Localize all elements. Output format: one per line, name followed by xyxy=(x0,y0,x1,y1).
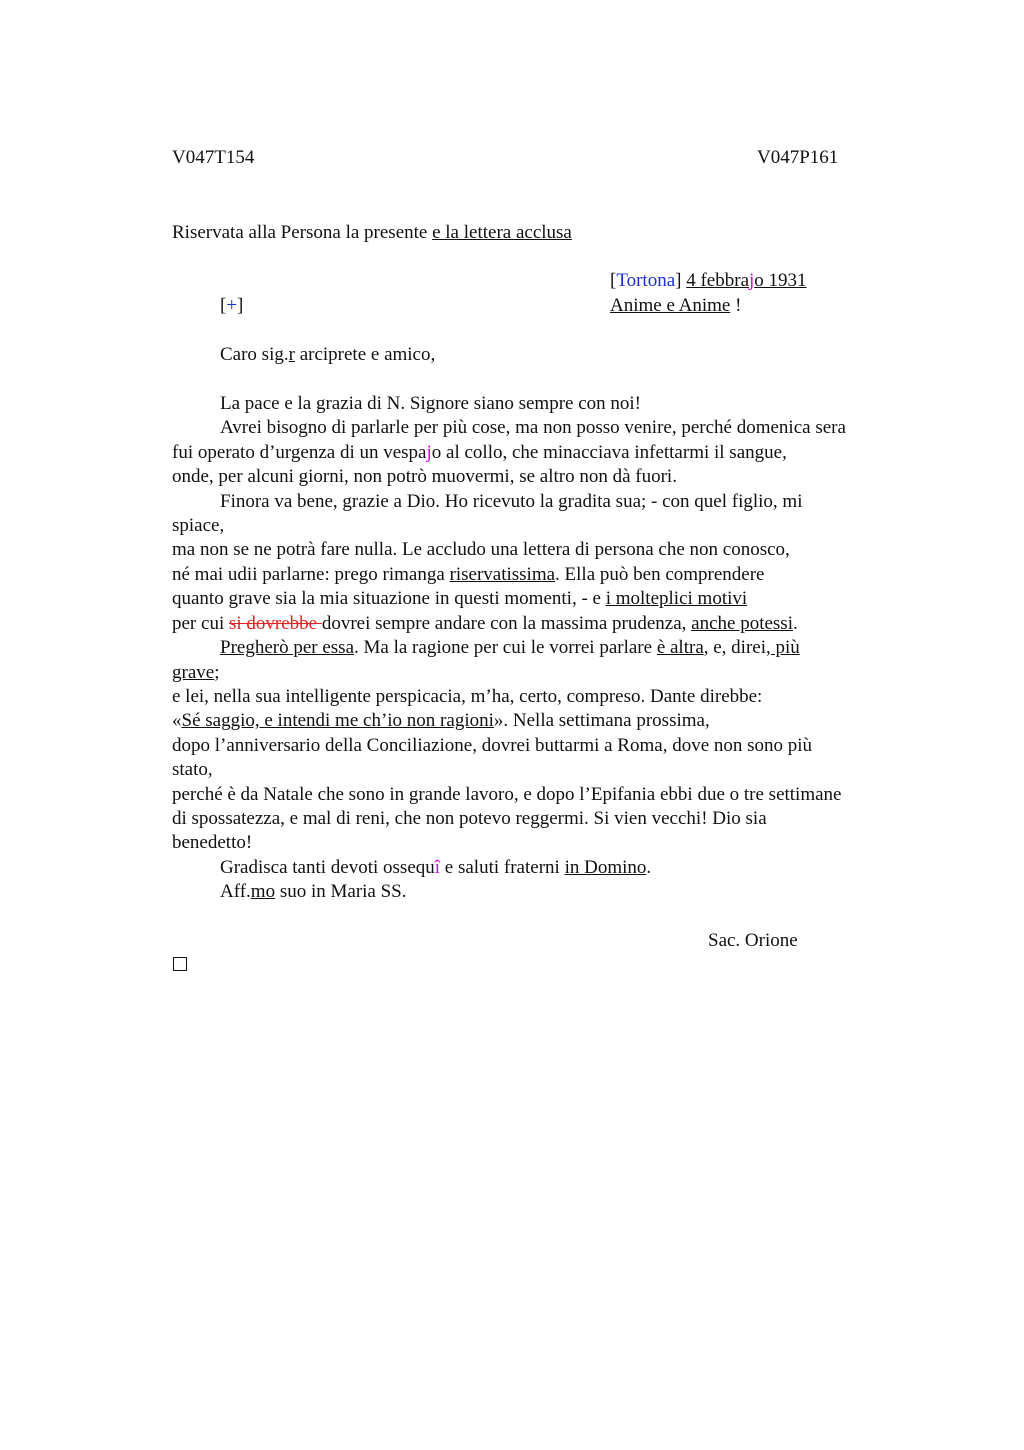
body-line-20b: e saluti fraterni xyxy=(440,857,565,878)
body-line-17: perché è da Natale che sono in grande lavoro, e dopo l’Epifania ebbi due o tre settimane xyxy=(172,784,842,805)
body-line-3 xyxy=(172,441,787,465)
body-line-16: stato, xyxy=(172,759,213,780)
body-line-8 xyxy=(172,563,765,587)
body-line-9-underlined: i molteplici motivi xyxy=(605,588,748,609)
body-line-2: Avrei bisogno di parlarle per più cose, ma non posso venire, perché domenica sera xyxy=(220,417,846,438)
body-line-12a: ; xyxy=(214,662,220,683)
body-line-10a: per cui xyxy=(172,613,229,634)
body-line-11-underlined-1: Pregherò per essa xyxy=(220,637,355,658)
body-line-10 xyxy=(172,612,798,636)
body-line-7: ma non se ne potrà fare nulla. Le accludo una lettera di persona che non conosco, xyxy=(172,539,790,560)
motto-end: ! xyxy=(730,295,742,316)
body-line-13: e lei, nella sua intelligente perspicacia, m’ha, certo, compreso. Dante direbbe: xyxy=(172,686,763,707)
body-line-1: La pace e la grazia di N. Signore siano sempre con noi! xyxy=(220,393,642,414)
body-line-11 xyxy=(220,636,800,660)
body-line-8-underlined: riservatissima xyxy=(449,564,556,585)
body-line-12-underlined: grave xyxy=(172,662,215,683)
body-line-19: benedetto! xyxy=(172,832,253,853)
closing-underlined: mo xyxy=(250,881,276,902)
body-line-11a: . Ma la ragione per cui le vorrei parlare xyxy=(354,637,657,658)
closing-a: Aff. xyxy=(220,881,251,902)
body-line-11-underlined-3: , più xyxy=(766,637,800,658)
body-line-10b: dovrei sempre andare con la massima prudenza, xyxy=(321,613,692,634)
cross-symbol: + xyxy=(226,295,238,316)
body-line-8b: . Ella può ben comprendere xyxy=(555,564,765,585)
header-left-code: V047T154 xyxy=(172,147,255,168)
body-line-8a: né mai udii parlarne: prego rimanga xyxy=(172,564,450,585)
dateline xyxy=(610,269,807,293)
header-right-code: V047P161 xyxy=(757,147,839,168)
body-line-18: di spossatezza, e mal di reni, che non potevo reggermi. Si vien vecchi! Dio sia xyxy=(172,808,767,829)
body-line-10c: . xyxy=(792,613,798,634)
salutation-r: r xyxy=(288,344,295,365)
date-part-a: 4 febbra xyxy=(686,270,750,291)
closing-line xyxy=(220,880,407,904)
body-line-20c: . xyxy=(646,857,652,878)
body-line-12 xyxy=(172,661,219,685)
body-line-3-j: j xyxy=(426,442,432,463)
motto-text: Anime e Anime xyxy=(610,295,731,316)
cross-open: [ xyxy=(220,295,227,316)
place-name: Tortona xyxy=(616,270,676,291)
date-letter-j: j xyxy=(749,270,755,291)
body-line-9a: quanto grave sia la mia situazione in questi momenti, - e xyxy=(172,588,606,609)
body-line-10-deleted: si dovrebbe xyxy=(228,613,322,634)
salutation-a: Caro sig. xyxy=(220,344,289,365)
body-line-15: dopo l’anniversario della Conciliazione, dovrei buttarmi a Roma, dove non sono più xyxy=(172,735,813,756)
salutation-b: arciprete e amico, xyxy=(294,344,436,365)
body-line-14a: « xyxy=(172,710,182,731)
body-line-20a: Gradisca tanti devoti ossequ xyxy=(220,857,435,878)
cross-close: ] xyxy=(237,295,244,316)
body-line-20-underlined: in Domino xyxy=(564,857,647,878)
reserved-note xyxy=(172,221,572,245)
bracket-close: ] xyxy=(675,270,687,291)
cross-mark xyxy=(220,294,243,318)
closing-b: suo in Maria SS. xyxy=(275,881,407,902)
salutation xyxy=(220,343,435,367)
reserved-underlined: e la lettera acclusa xyxy=(432,222,572,243)
body-line-14 xyxy=(172,709,710,733)
body-line-4: onde, per alcuni giorni, non potrò muovermi, se altro non dà fuori. xyxy=(172,466,677,487)
body-line-11b: , e, direi xyxy=(703,637,767,658)
reserved-text: Riservata alla Persona la presente xyxy=(172,222,433,243)
body-line-9 xyxy=(172,587,747,611)
body-line-3b: o al collo, che minacciava infettarmi il sangue, xyxy=(431,442,787,463)
body-line-14b: ». Nella settimana prossima, xyxy=(493,710,710,731)
body-line-3a: fui operato d’urgenza di un vespa xyxy=(172,442,427,463)
motto xyxy=(610,294,741,318)
body-line-20-i: î xyxy=(434,857,441,878)
body-line-20 xyxy=(220,856,651,880)
body-line-14-quote: Sé saggio, e intendi me ch’io non ragioni xyxy=(181,710,494,731)
body-line-6: spiace, xyxy=(172,515,225,536)
body-line-5: Finora va bene, grazie a Dio. Ho ricevuto la gradita sua; - con quel figlio, mi xyxy=(220,491,803,512)
bracket-open: [ xyxy=(610,270,617,291)
empty-checkbox[interactable] xyxy=(173,957,187,971)
signature: Sac. Orione xyxy=(708,930,798,951)
date-part-b: o 1931 xyxy=(754,270,807,291)
body-line-10-underlined: anche potessi xyxy=(691,613,793,634)
body-line-11-underlined-2: è altra xyxy=(656,637,704,658)
